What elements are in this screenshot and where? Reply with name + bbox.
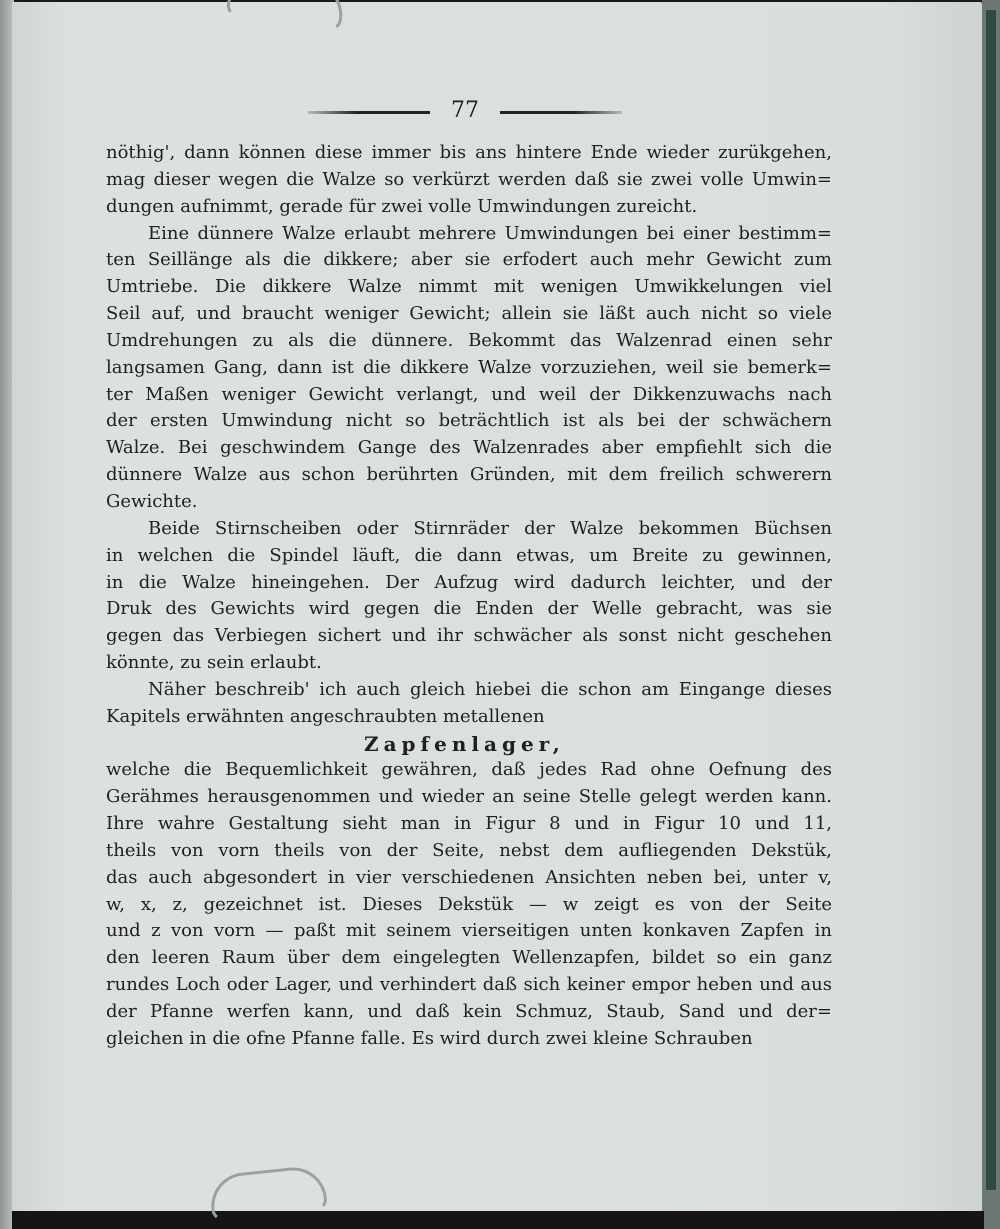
text-line: Seil auf, und braucht weniger Gewicht; allein sie läßt auch nicht so viele	[106, 303, 832, 325]
scan-border-band	[986, 10, 996, 1190]
text-line: Eine dünnere Walze erlaubt mehrere Umwindungen bei einer bestimm=	[148, 222, 832, 244]
text-line: in die Walze hineingehen. Der Aufzug wird dadurch leichter, und der	[106, 571, 832, 593]
text-line: dungen aufnimmt, gerade für zwei volle Umwindungen zureicht.	[106, 195, 698, 217]
text-line: könnte, zu sein erlaubt.	[106, 652, 322, 674]
text-line: in welchen die Spindel läuft, die dann etwas, um Breite zu gewinnen,	[106, 544, 832, 566]
text-line: mag dieser wegen die Walze so verkürzt werden daß sie zwei volle Umwin=	[106, 168, 832, 190]
text-line: ter Maßen weniger Gewicht verlangt, und weil der Dikkenzuwachs nach	[106, 383, 832, 405]
header-rule-left	[308, 111, 430, 114]
page-header	[300, 98, 630, 128]
text-line: Druk des Gewichts wird gegen die Enden der Welle gebracht, was sie	[106, 598, 832, 620]
text-line: Gerähmes herausgenommen und wieder an seine Stelle gelegt werden kann.	[106, 786, 832, 808]
text-line: Beide Stirnscheiben oder Stirnräder der Walze bekommen Büchsen	[148, 517, 832, 539]
text-line: den leeren Raum über dem eingelegten Wellenzapfen, bildet so ein ganz	[106, 947, 832, 969]
text-line: gleichen in die ofne Pfanne falle. Es wird durch zwei kleine Schrauben	[106, 1027, 753, 1049]
scan-border-strip	[982, 0, 1000, 1229]
header-rule-right	[500, 111, 622, 114]
text-line: Umdrehungen zu als die dünnere. Bekommt das Walzenrad einen sehr	[106, 329, 832, 351]
text-line: w, x, z, gezeichnet ist. Dieses Dekstük — w zeigt es von der Seite	[106, 893, 832, 915]
text-line: Kapitels erwähnten angeschraubten metallenen	[106, 705, 545, 727]
text-line: rundes Loch oder Lager, und verhindert daß sich keiner empor heben und aus	[106, 974, 832, 996]
text-line: Umtriebe. Die dikkere Walze nimmt mit wenigen Umwikkelungen viel	[106, 276, 832, 298]
text-line: der ersten Umwindung nicht so beträchtlich ist als bei der schwächern	[106, 410, 832, 432]
section-heading: Zapfenlager,	[364, 731, 565, 756]
body-text	[106, 140, 832, 1053]
text-line: ten Seillänge als die dikkere; aber sie erfodert auch mehr Gewicht zum	[106, 249, 832, 271]
text-line: Gewichte.	[106, 490, 198, 512]
text-line: nöthig', dann können diese immer bis ans hintere Ende wieder zurükgehen,	[106, 142, 832, 163]
text-line: das auch abgesondert in vier verschiedenen Ansichten neben bei, unter v,	[106, 866, 832, 888]
text-line: Ihre wahre Gestaltung sieht man in Figur 8 und in Figur 10 und 11,	[106, 813, 832, 835]
page-number: 77	[451, 98, 479, 123]
text-line: Näher beschreib' ich auch gleich hiebei die schon am Eingange dieses	[148, 678, 832, 700]
text-line: Walze. Bei geschwindem Gange des Walzenrades aber empfiehlt sich die	[106, 437, 832, 459]
text-line: gegen das Verbiegen sichert und ihr schwächer als sonst nicht geschehen	[106, 625, 832, 647]
scan-bottom-edge	[12, 1211, 984, 1229]
text-line: theils von vorn theils von der Seite, nebst dem aufliegenden Dekstük,	[106, 839, 832, 861]
text-line: der Pfanne werfen kann, und daß kein Schmuz, Staub, Sand und der=	[106, 1001, 832, 1022]
text-line: langsamen Gang, dann ist die dikkere Walze vorzuziehen, weil sie bemerk=	[106, 356, 832, 378]
text-line: welche die Bequemlichkeit gewähren, daß jedes Rad ohne Oefnung des	[106, 759, 832, 781]
text-line: und z von vorn — paßt mit seinem vierseitigen unten konkaven Zapfen in	[106, 920, 832, 942]
text-line: dünnere Walze aus schon berührten Gründen, mit dem freilich schwerern	[106, 464, 832, 486]
